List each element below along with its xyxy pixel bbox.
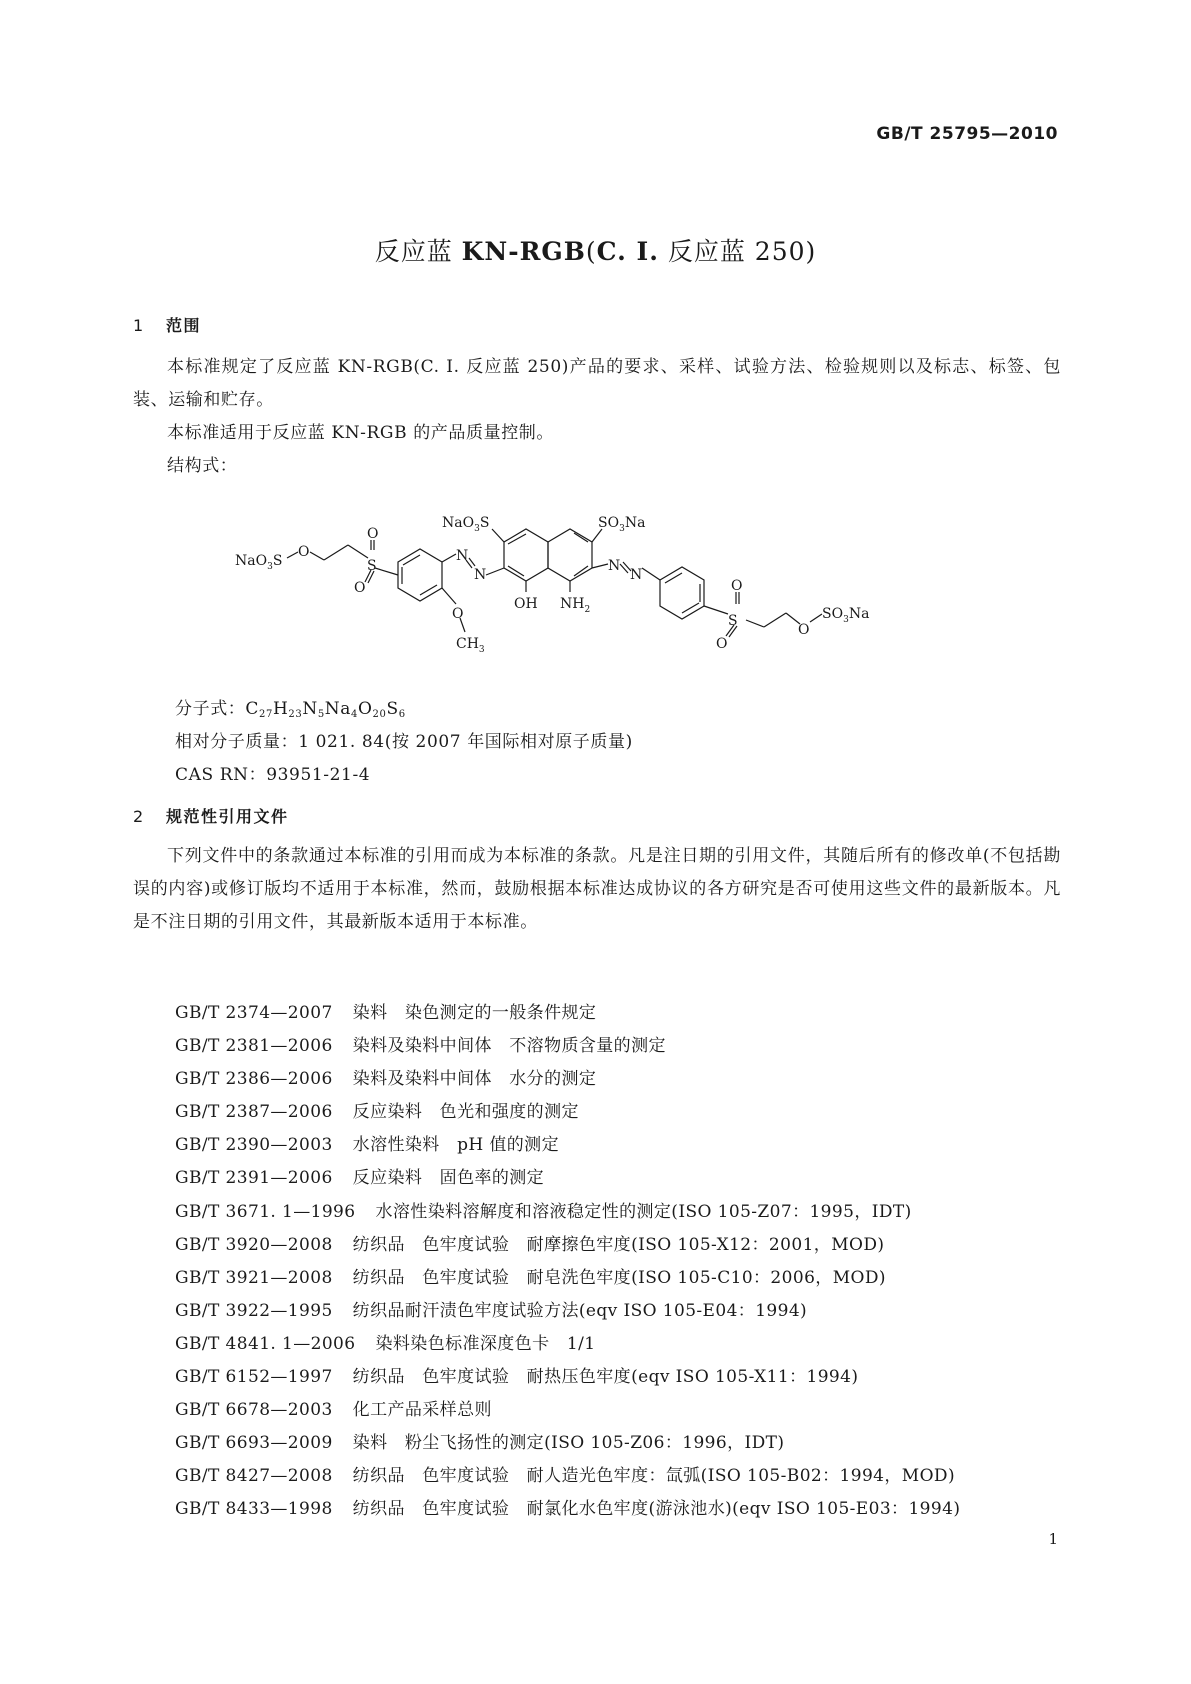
reference-item: [175, 1229, 960, 1262]
formula-element: C: [245, 699, 260, 719]
reference-code: GB/T 4841. 1—2006: [175, 1333, 356, 1354]
title-part: 反应蓝: [374, 237, 462, 266]
struct-text: S: [728, 613, 738, 629]
struct-text: OH: [514, 596, 538, 612]
page-number: 1: [1048, 1530, 1058, 1548]
title-part: KN-RGB: [461, 237, 586, 266]
struct-text: O: [367, 526, 379, 542]
references-intro: 下列文件中的条款通过本标准的引用而成为本标准的条款。凡是注日期的引用文件，其随后所有的修改单(不包括勘误的内容)或修订版均不适用于本标准，然而，鼓励根据本标准达成协议的各方研究是否可使用这些文件的最新版本。凡是不注日期的引用文件，其最新版本适用于本标准。: [133, 846, 1061, 932]
reference-code: GB/T 3920—2008: [175, 1234, 333, 1255]
reference-title: 纺织品 色牢度试验 耐人造光色牢度：氙弧(ISO 105-B02：1994，MOD): [352, 1466, 955, 1487]
section-number: 1: [133, 316, 145, 335]
struct-text: S: [367, 558, 377, 574]
cas-number: CAS RN：93951-21-4: [175, 765, 371, 785]
reference-item: [175, 1328, 960, 1361]
struct-text: 3: [267, 562, 273, 572]
reference-item: [175, 1129, 960, 1162]
reference-title: 反应染料 色光和强度的测定: [352, 1102, 579, 1123]
struct-text: N: [608, 558, 621, 574]
formula-element: S: [386, 699, 399, 719]
formula-element: H: [272, 699, 289, 719]
section-number: 2: [133, 807, 145, 826]
reference-title: 水溶性染料 pH 值的测定: [352, 1135, 559, 1156]
scope-paragraph: 本标准规定了反应蓝 KN-RGB(C. I. 反应蓝 250)产品的要求、采样、试验方法、检验规则以及标志、标签、包装、运输和贮存。: [133, 357, 1061, 410]
formula-count: 4: [351, 709, 358, 720]
formula-count: 5: [317, 709, 325, 720]
reference-code: GB/T 3922—1995: [175, 1300, 333, 1321]
formula-body: [245, 699, 405, 719]
reference-code: GB/T 3921—2008: [175, 1267, 333, 1288]
struct-text: S: [272, 553, 283, 569]
reference-item: [175, 1262, 960, 1295]
title-part: C. I.: [596, 237, 659, 266]
struct-text: NaO: [235, 553, 268, 569]
reference-code: GB/T 8427—2008: [175, 1466, 333, 1487]
molecular-mass: 相对分子质量：1 021. 84(按 2007 年国际相对原子质量): [175, 732, 633, 752]
reference-item: [175, 1196, 960, 1229]
reference-item: [175, 1295, 960, 1328]
reference-title: 染料及染料中间体 不溶物质含量的测定: [352, 1036, 666, 1057]
formula-label: 分子式：: [175, 699, 246, 719]
struct-text: N: [474, 567, 487, 583]
struct-text: Na: [848, 606, 870, 622]
structure-label: 结构式：: [167, 456, 238, 476]
struct-text: SO: [822, 606, 844, 622]
struct-text: O: [298, 544, 310, 560]
reference-item: [175, 1030, 960, 1063]
reference-code: GB/T 2387—2006: [175, 1102, 333, 1123]
formula-count: 27: [259, 709, 273, 720]
reference-code: GB/T 2390—2003: [175, 1135, 333, 1156]
reference-item: [175, 1063, 960, 1096]
svg-text:CH3: [456, 636, 485, 655]
section-title: 规范性引用文件: [166, 807, 289, 826]
section-1-heading: [133, 313, 201, 336]
formula-element: O: [357, 699, 373, 719]
formula-count: 6: [398, 709, 406, 720]
reference-code: GB/T 2391—2006: [175, 1168, 333, 1189]
reference-title: 纺织品 色牢度试验 耐热压色牢度(eqv ISO 105-X11：1994): [352, 1367, 859, 1388]
svg-text:SO3Na: [822, 606, 869, 625]
reference-code: GB/T 6152—1997: [175, 1367, 333, 1388]
reference-title: 化工产品采样总则: [352, 1400, 492, 1421]
document-title: [0, 232, 1191, 268]
struct-text: O: [452, 606, 464, 622]
reference-code: GB/T 3671. 1—1996: [175, 1201, 356, 1222]
reference-item: [175, 1460, 960, 1493]
reference-code: GB/T 8433—1998: [175, 1499, 333, 1520]
struct-text: O: [354, 580, 366, 596]
reference-title: 纺织品 色牢度试验 耐氯化水色牢度(游泳池水)(eqv ISO 105-E03：1994): [352, 1499, 961, 1520]
struct-text: 3: [843, 615, 849, 625]
reference-item: [175, 1394, 960, 1427]
reference-title: 纺织品 色牢度试验 耐皂洗色牢度(ISO 105-C10：2006，MOD): [352, 1267, 886, 1288]
reference-code: GB/T 2381—2006: [175, 1036, 333, 1057]
reference-title: 水溶性染料溶解度和溶液稳定性的测定(ISO 105-Z07：1995，IDT): [375, 1201, 912, 1222]
struct-text: NaO: [442, 515, 475, 531]
struct-text: S: [479, 515, 490, 531]
reference-title: 反应染料 固色率的测定: [352, 1168, 545, 1189]
reference-item: [175, 1427, 960, 1460]
svg-text:NaO3S: [235, 553, 282, 572]
struct-text: O: [798, 622, 810, 638]
struct-text: 2: [584, 605, 591, 615]
reference-title: 染料及染料中间体 水分的测定: [352, 1069, 597, 1090]
reference-code: GB/T 6693—2009: [175, 1433, 333, 1454]
svg-text:SO3Na: [598, 515, 645, 534]
reference-title: 纺织品 色牢度试验 耐摩擦色牢度(ISO 105-X12：2001，MOD): [352, 1234, 885, 1255]
reference-item: [175, 1162, 960, 1195]
struct-text: Na: [624, 515, 646, 531]
reference-item: [175, 997, 960, 1030]
struct-text: CH: [456, 636, 479, 652]
struct-text: N: [456, 548, 469, 564]
struct-text: NH: [560, 596, 585, 612]
reference-item: [175, 1493, 960, 1526]
formula-count: 23: [288, 709, 303, 720]
title-part: 反应蓝 250): [658, 237, 817, 266]
reference-title: 染料 染色测定的一般条件规定: [352, 1003, 597, 1023]
title-part: (: [585, 237, 597, 266]
struct-text: SO: [598, 515, 620, 531]
scope-applicability: 本标准适用于反应蓝 KN-RGB 的产品质量控制。: [167, 423, 554, 443]
struct-text: O: [716, 636, 728, 652]
struct-text: 3: [478, 645, 485, 655]
struct-text: 3: [474, 524, 480, 534]
formula-element: N: [302, 699, 318, 719]
struct-text: 3: [619, 524, 625, 534]
section-2-heading: [133, 804, 289, 827]
struct-text: N: [630, 567, 643, 583]
reference-title: 染料染色标准深度色卡 1/1: [375, 1333, 596, 1354]
reference-item: [175, 1096, 960, 1129]
reference-code: GB/T 2374—2007: [175, 1003, 333, 1023]
reference-title: 染料 粉尘飞扬性的测定(ISO 105-Z06：1996，IDT): [352, 1433, 785, 1454]
reference-code: GB/T 2386—2006: [175, 1069, 333, 1090]
formula-element: Na: [324, 699, 351, 719]
reference-code: GB/T 6678—2003: [175, 1400, 333, 1421]
formula-count: 20: [372, 709, 387, 720]
standard-code: GB/T 25795—2010: [876, 124, 1058, 144]
reference-title: 纺织品耐汗渍色牢度试验方法(eqv ISO 105-E04：1994): [352, 1300, 808, 1321]
svg-text:NH2: [560, 596, 590, 615]
svg-text:NaO3S: [442, 515, 489, 534]
reference-list: [175, 997, 960, 1527]
molecular-formula: [175, 694, 406, 720]
reference-item: [175, 1361, 960, 1394]
struct-text: O: [731, 578, 743, 594]
section-title: 范围: [166, 316, 202, 335]
structural-formula: [235, 515, 960, 670]
